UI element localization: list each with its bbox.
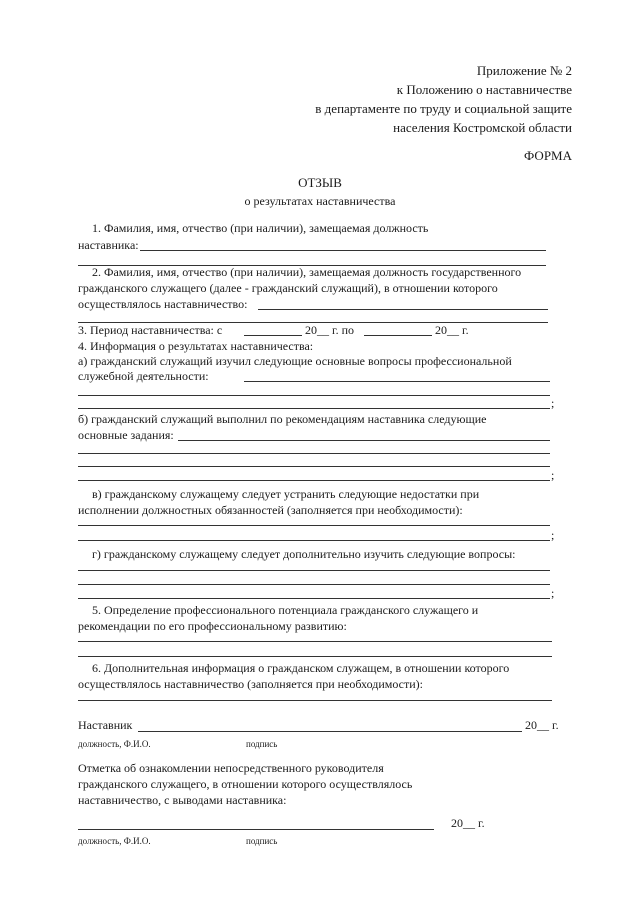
- ack-position-caption: должность, Ф.И.О.: [78, 836, 151, 846]
- mentor-position-caption: должность, Ф.И.О.: [78, 739, 151, 749]
- item-4a-fill-line-2[interactable]: [78, 395, 550, 396]
- appendix-line-3: в департаменте по труду и социальной защите: [315, 101, 572, 116]
- document-title: ОТЗЫВ: [298, 175, 342, 190]
- item-4a-text-2: служебной деятельности:: [78, 369, 209, 383]
- item-4v-text-2: исполнении должностных обязанностей (заполняется при необходимости):: [78, 503, 463, 517]
- item-1-text: 1. Фамилия, имя, отчество (при наличии), замещаемая должность: [92, 221, 429, 235]
- item-4b-fill-line-3[interactable]: [78, 466, 550, 467]
- item-6-fill-line[interactable]: [78, 700, 552, 701]
- ack-text-2: гражданского служащего, в отношении которого осуществлялось: [78, 777, 413, 791]
- item-4a-text-1: а) гражданский служащий изучил следующие основные вопросы профессиональной: [78, 354, 512, 368]
- item-6-text-1: 6. Дополнительная информация о гражданском служащем, в отношении которого: [92, 661, 510, 675]
- item-4b-fill-line-2[interactable]: [78, 453, 550, 454]
- item-4g-fill-line-3[interactable]: [78, 598, 550, 599]
- ack-signature-caption: подпись: [246, 836, 278, 846]
- appendix-line-2: к Положению о наставничестве: [396, 82, 572, 97]
- item-4b-fill-line-4[interactable]: [78, 480, 550, 481]
- item-4b-text-2: основные задания:: [78, 428, 174, 442]
- appendix-line-4: населения Костромской области: [393, 120, 572, 135]
- item-1-fill-line[interactable]: [140, 250, 546, 251]
- mentor-signature-caption: подпись: [246, 739, 278, 749]
- item-4v-semicolon: ;: [551, 528, 555, 542]
- mentor-label: Наставник: [78, 718, 133, 732]
- ack-text-1: Отметка об ознакомлении непосредственного руководителя: [78, 761, 384, 775]
- document-subtitle: о результатах наставничества: [244, 194, 396, 208]
- item-2-fill-line[interactable]: [258, 309, 548, 310]
- appendix-number: Приложение № 2: [476, 63, 572, 78]
- item-4a-fill-line-3[interactable]: [78, 408, 550, 409]
- item-2-text-3: осуществлялось наставничество:: [78, 297, 248, 311]
- item-5-fill-line-1[interactable]: [78, 641, 552, 642]
- item-4g-text-1: г) гражданскому служащему следует дополнительно изучить следующие вопросы:: [92, 547, 516, 561]
- item-4b-text-1: б) гражданский служащий выполнил по рекомендациям наставника следующие: [78, 412, 487, 426]
- item-3-year-2: 20__ г.: [435, 323, 469, 337]
- item-4g-fill-line-2[interactable]: [78, 584, 550, 585]
- item-3-prefix: 3. Период наставничества: с: [78, 323, 223, 337]
- period-start-field[interactable]: [244, 335, 302, 336]
- period-end-field[interactable]: [364, 335, 432, 336]
- ack-signature-field[interactable]: [78, 829, 434, 830]
- item-1-label: наставника:: [78, 238, 139, 252]
- item-4b-fill-line-1[interactable]: [178, 440, 550, 441]
- ack-text-3: наставничество, с выводами наставника:: [78, 793, 287, 807]
- form-label: ФОРМА: [524, 148, 572, 163]
- mentor-year: 20__ г.: [525, 718, 559, 732]
- mentor-signature-field[interactable]: [138, 731, 522, 732]
- item-5-fill-line-2[interactable]: [78, 656, 552, 657]
- item-4v-fill-line-1[interactable]: [78, 525, 550, 526]
- item-4-heading: 4. Информация о результатах наставничества:: [78, 339, 314, 353]
- item-2-text-1: 2. Фамилия, имя, отчество (при наличии), замещаемая должность государственного: [92, 265, 522, 279]
- item-4a-fill-line-1[interactable]: [244, 381, 550, 382]
- item-5-text-2: рекомендации по его профессиональному развитию:: [78, 619, 347, 633]
- item-6-text-2: осуществлялось наставничество (заполняется при необходимости):: [78, 677, 423, 691]
- item-4v-text-1: в) гражданскому служащему следует устранить следующие недостатки при: [92, 487, 480, 501]
- item-4b-semicolon: ;: [551, 468, 555, 482]
- item-3-year-1: 20__ г. по: [305, 323, 354, 337]
- item-4g-fill-line-1[interactable]: [78, 570, 550, 571]
- ack-year: 20__ г.: [451, 816, 485, 830]
- item-5-text-1: 5. Определение профессионального потенциала гражданского служащего и: [92, 603, 479, 617]
- item-4a-semicolon: ;: [551, 396, 555, 410]
- item-2-text-2: гражданского служащего (далее - гражданский служащий), в отношении которого: [78, 281, 498, 295]
- item-4g-semicolon: ;: [551, 586, 555, 600]
- item-4v-fill-line-2[interactable]: [78, 540, 550, 541]
